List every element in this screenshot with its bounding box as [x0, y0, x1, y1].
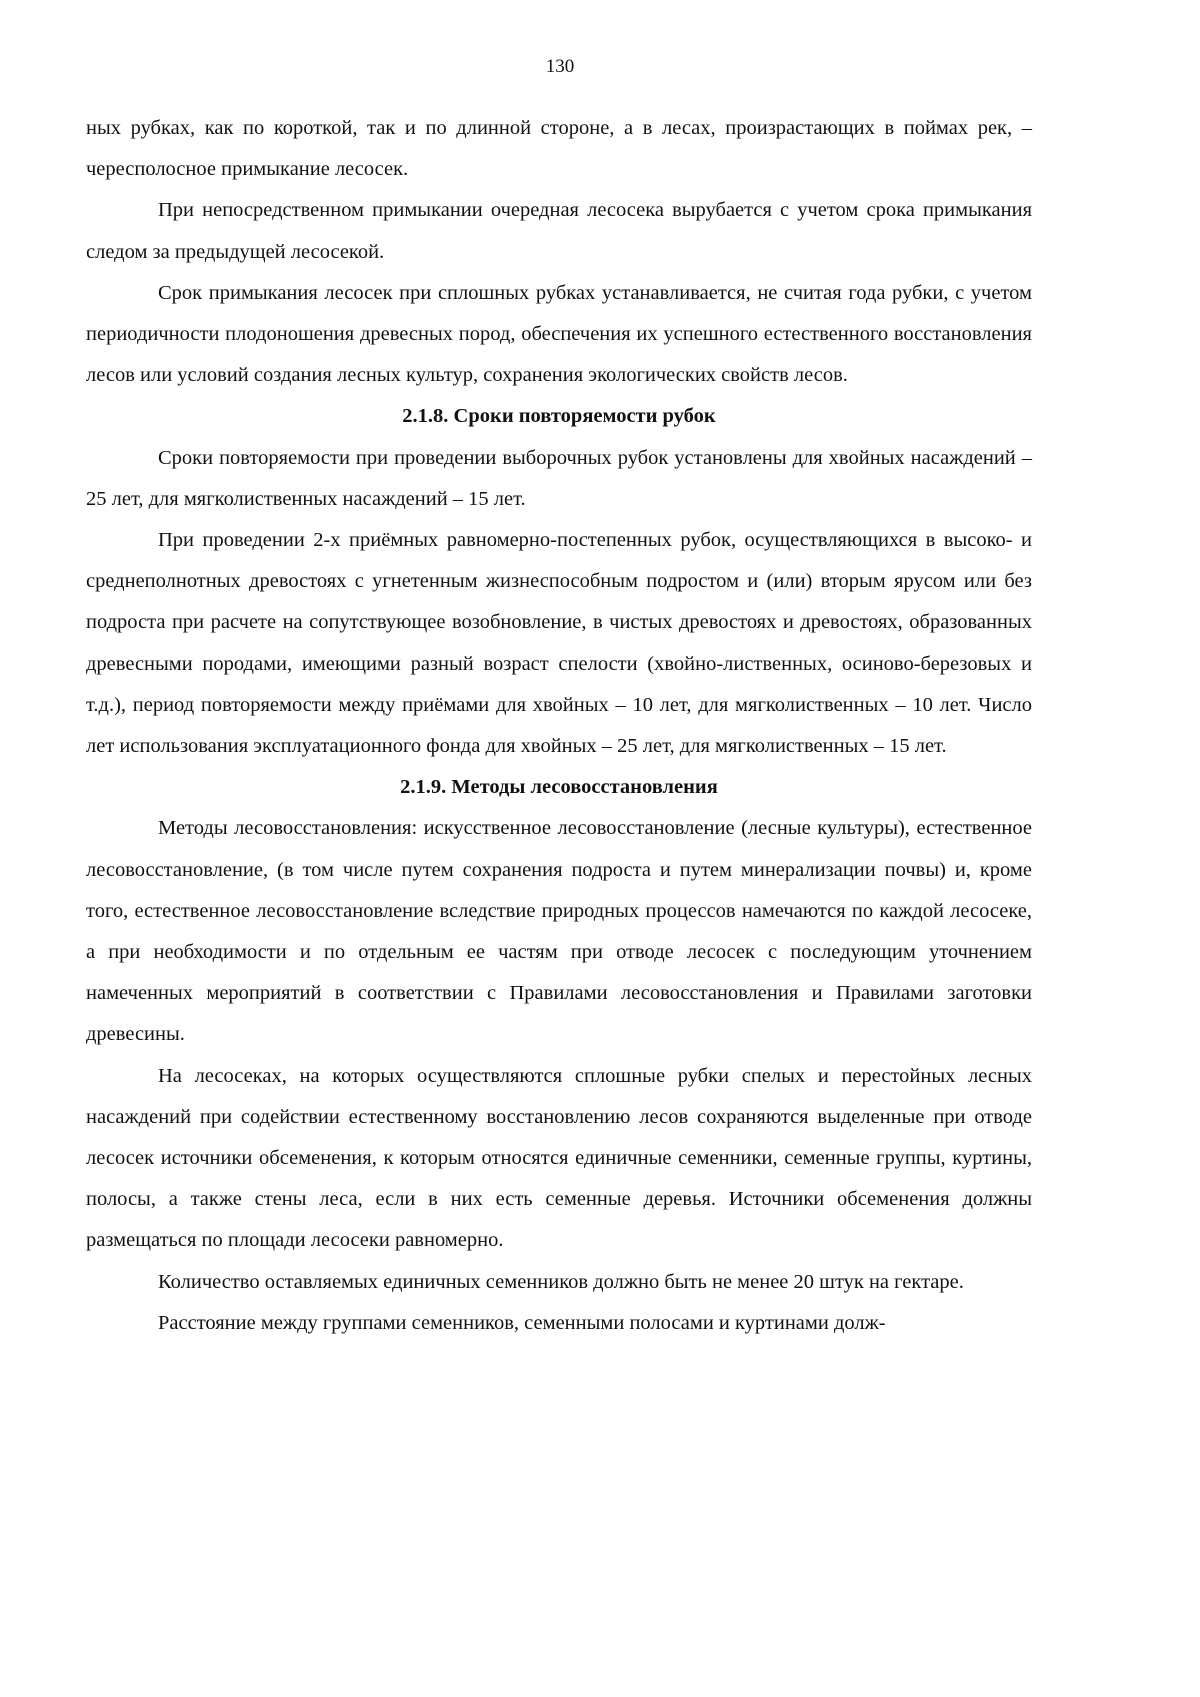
- paragraph-gradual-cutting: При проведении 2-х приёмных равномерно-постепенных рубок, осуществляющихся в высоко- и среднеполнотных древостоях с угнетенным жизнеспособным подростом и (или) вторым ярусом или без подроста при расчете на сопутствующее возобновление, в чистых древостоях и древостоях, образованных древесными породами, имеющими разный возраст спелости (хвойно-лиственных, осиново-березовых и т.д.), период повторяемости между приёмами для хвойных – 10 лет, для мягколиственных – 10 лет. Число лет использования эксплуатационного фонда для хвойных – 25 лет, для мягколиственных – 15 лет.: [86, 529, 1032, 758]
- section-heading-2-1-9: 2.1.9. Методы лесовосстановления: [400, 776, 718, 799]
- document-body: [86, 108, 1032, 1344]
- paragraph-seed-tree-count: Количество оставляемых единичных семенников должно быть не менее 20 штук на гектаре.: [158, 1270, 964, 1293]
- page-number: 130: [545, 56, 575, 77]
- paragraph-repeat-terms: Сроки повторяемости при проведении выборочных рубок установлены для хвойных насаждений – 25 лет, для мягколиственных насаждений – 15 лет.: [86, 446, 1032, 510]
- paragraph-continuation: ных рубках, как по короткой, так и по длинной стороне, а в лесах, произрастающих в поймах рек, – чересполосное примыкание лесосек.: [86, 117, 1032, 181]
- paragraph-adjacency: При непосредственном примыкании очередная лесосека вырубается с учетом срока примыкания следом за предыдущей лесосекой.: [86, 199, 1032, 263]
- section-heading-2-1-8: 2.1.8. Сроки повторяемости рубок: [402, 405, 716, 428]
- paragraph-seed-sources: На лесосеках, на которых осуществляются сплошные рубки спелых и перестойных лесных насаждений при содействии естественному восстановлению лесов сохраняются выделенные при отводе лесосек источники обсеменения, к которым относятся единичные семенники, семенные группы, куртины, полосы, а также стены леса, если в них есть семенные деревья. Источники обсеменения должны размещаться по площади лесосеки равномерно.: [86, 1064, 1032, 1252]
- paragraph-adjacency-term: Срок примыкания лесосек при сплошных рубках устанавливается, не считая года рубки, с учетом периодичности плодоношения древесных пород, обеспечения их успешного естественного восстановления лесов или условий создания лесных культур, сохранения экологических свойств лесов.: [86, 281, 1032, 387]
- paragraph-restoration-methods: Методы лесовосстановления: искусственное лесовосстановление (лесные культуры), естественное лесовосстановление, (в том числе путем сохранения подроста и путем минерализации почвы) и, кроме того, естественное лесовосстановление вследствие природных процессов намечаются по каждой лесосеке, а при необходимости и по отдельным ее частям при отводе лесосек с последующим уточнением намеченных мероприятий в соответствии с Правилами лесовосстановления и Правилами заготовки древесины.: [86, 817, 1032, 1046]
- paragraph-seed-group-distance: Расстояние между группами семенников, семенными полосами и куртинами долж-: [158, 1311, 886, 1334]
